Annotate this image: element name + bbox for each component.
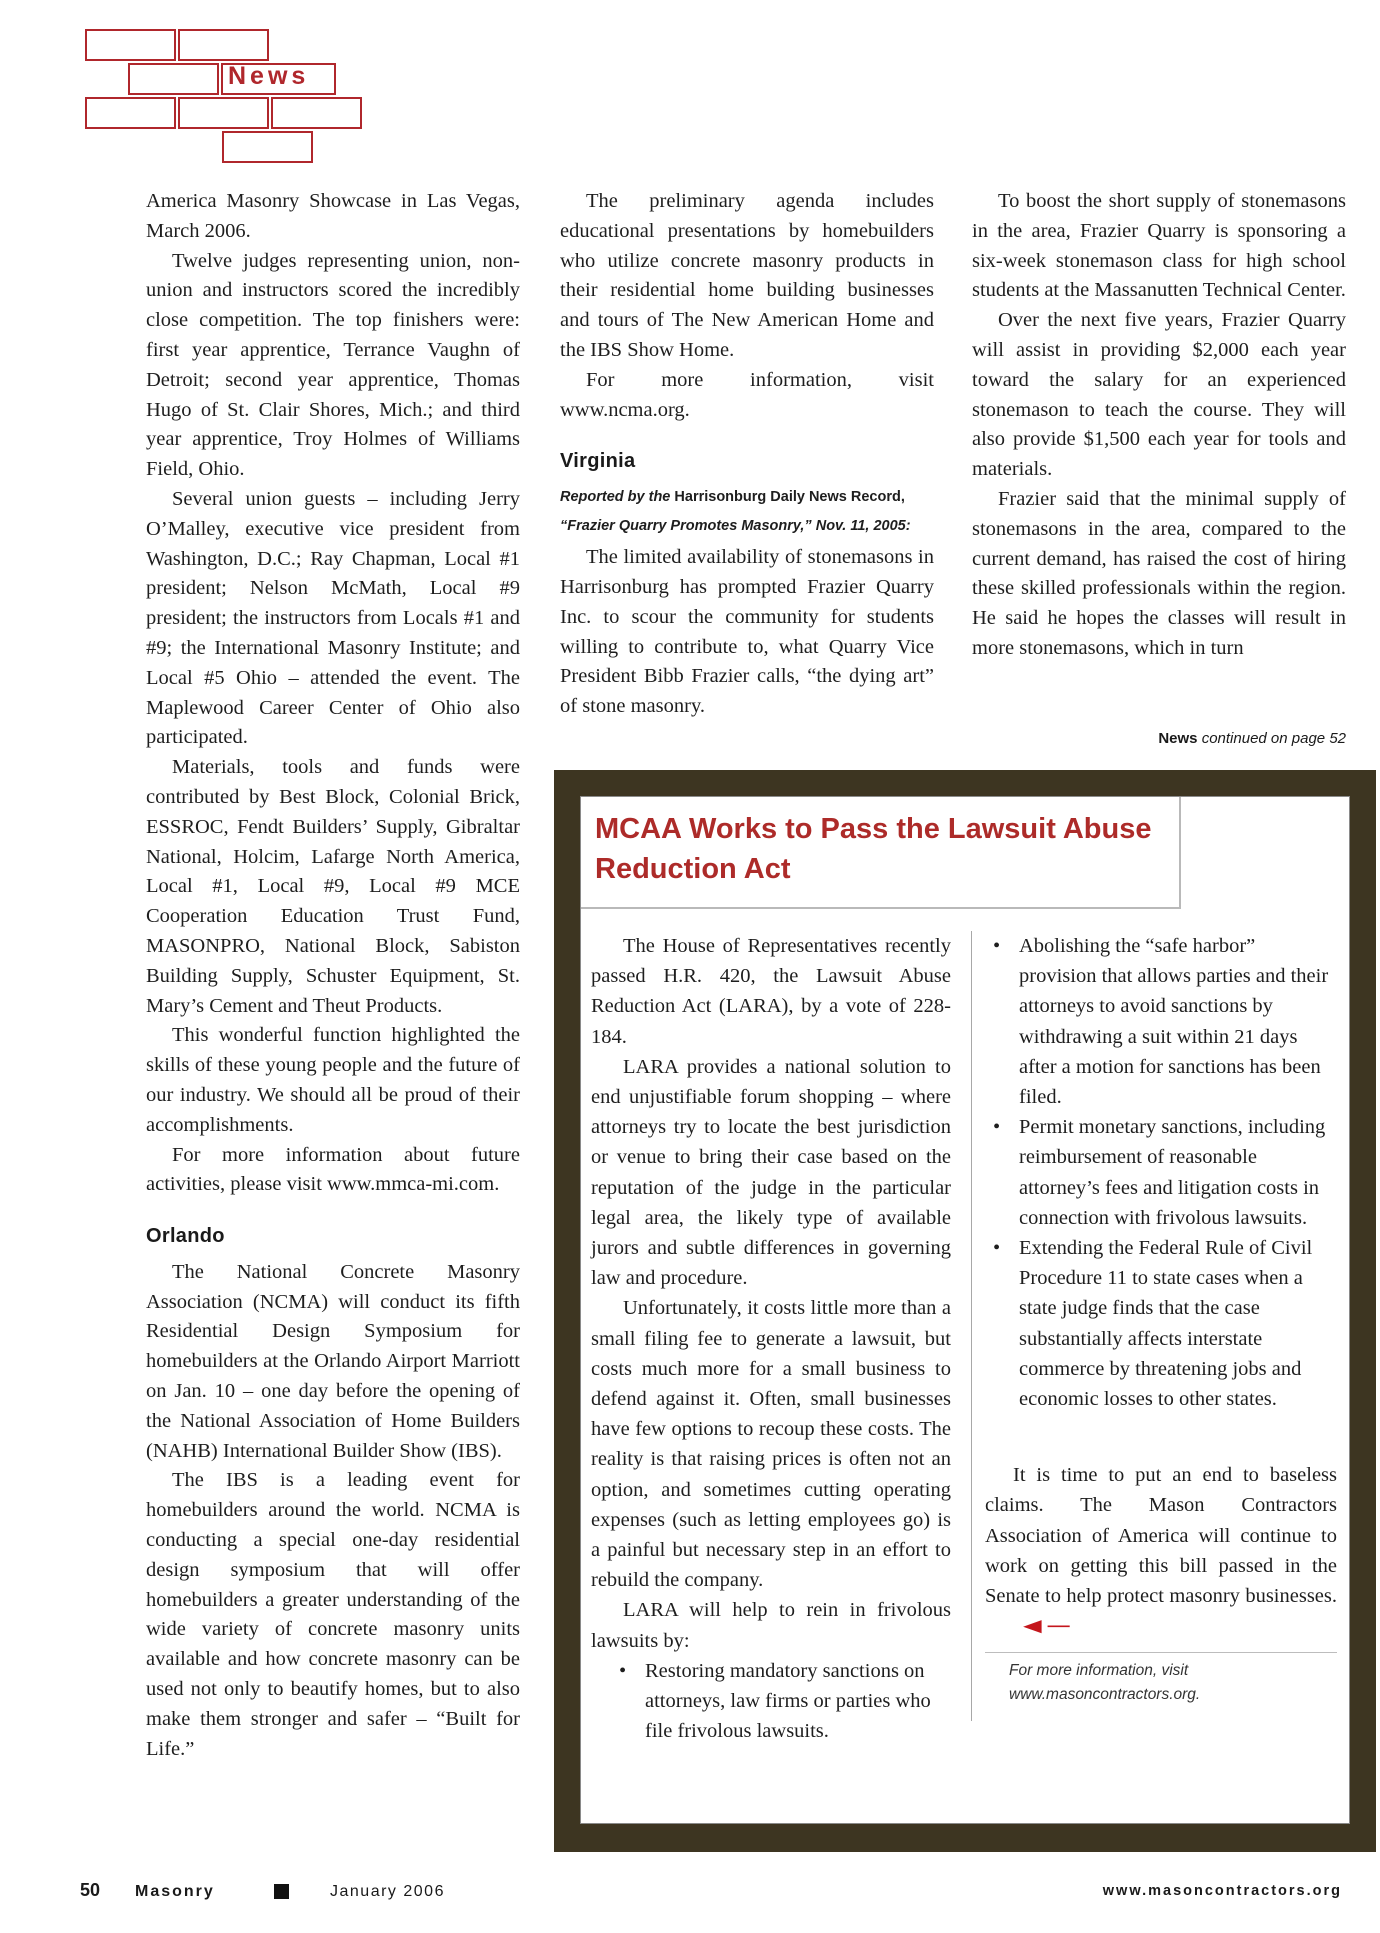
- paragraph: Unfortunately, it costs little more than a small filing fee to generate a lawsuit, but costs much more for a small business to defend against it. Often, small businesses have few options to recoup these costs. The reality is that raising prices is often not an option, and sometimes cutting operating expenses (such as letting employees go) is a painful but necessary step in an effort to rebuild the company.: [591, 1297, 951, 1592]
- logo-brick: [178, 97, 269, 129]
- bullet-text: Permit monetary sanctions, including reimbursement of reasonable attorney’s fees and litigation costs in connection with frivolous lawsuits.: [1019, 1116, 1326, 1229]
- bullet-text: Abolishing the “safe harbor” provision that allows parties and their attorneys to avoid sanctions by withdrawing a suit within 21 days after a motion for sanctions has been filed.: [1019, 935, 1329, 1109]
- sidebar-column-2: [985, 931, 1337, 1707]
- sidebar-title-box: [581, 797, 1181, 909]
- paragraph: America Masonry Showcase in Las Vegas, March 2006.: [146, 190, 520, 242]
- bullet-list: [611, 1656, 951, 1747]
- orlando-heading: Orlando: [146, 1225, 225, 1248]
- virginia-heading: Virginia: [560, 450, 636, 473]
- bullet-text: Extending the Federal Rule of Civil Procedure 11 to state cases when a state judge finds that the case substantially affects interstate commerce by threatening jobs and economic losses to other states.: [1019, 1237, 1313, 1411]
- article-column-1: [146, 187, 520, 1764]
- source-attribution: [560, 483, 934, 541]
- magazine-name: Masonry: [135, 1883, 215, 1900]
- footer-website: www.masoncontractors.org: [1102, 1883, 1342, 1899]
- attribution-source: Harrisonburg Daily News Record,: [674, 489, 905, 506]
- attribution-title: “Frazier Quarry Promotes Masonry,”: [560, 518, 812, 535]
- attribution-prefix: Reported by the: [560, 489, 671, 506]
- paragraph: This wonderful function highlighted the skills of these young people and the future of our industry. We should all be proud of their accomplishments.: [146, 1024, 520, 1136]
- logo-brick: [128, 63, 219, 95]
- paragraph: For more information, visit www.ncma.org.: [560, 368, 934, 421]
- bullet-icon: •: [993, 1116, 1001, 1139]
- paragraph: Twelve judges representing union, non-union and instructors scored the incredibly close competition. The top finishers were: first year apprentice, Terrance Vaughn of Detroit; second year apprentice, Thomas Hugo of St. Clair Shores, Mich.; and third year apprentice, Troy Holmes of Williams Field, Ohio.: [146, 249, 520, 481]
- logo-brick: [271, 97, 362, 129]
- article-column-3: [972, 187, 1346, 664]
- column-divider: [971, 931, 972, 1721]
- article-column-2: [560, 187, 934, 722]
- paragraph: To boost the short supply of stonemasons in the area, Frazier Quarry is sponsoring a six-week stonemason class for high school students at the Massanutten Technical Center.: [972, 190, 1346, 302]
- continued-text: continued on page 52: [1201, 730, 1346, 747]
- continued-note: [1000, 730, 1346, 747]
- bullet-icon: •: [993, 1237, 1001, 1260]
- page-number: 50: [80, 1880, 101, 1900]
- list-item: [985, 1112, 1337, 1233]
- logo-brick: [85, 29, 176, 61]
- footer-square-icon: [274, 1884, 289, 1899]
- paragraph: The limited availability of stonemasons in Harrisonburg has prompted Frazier Quarry Inc. to scour the community for students willing to contribute to, what Quarry Vice President Bibb Frazier calls, “the dying art” of stone masonry.: [560, 546, 934, 718]
- info-note: For more information, visit www.masoncontractors.org.: [985, 1652, 1337, 1707]
- list-item: [985, 1233, 1337, 1414]
- bullet-icon: •: [619, 1659, 627, 1682]
- attribution-date: Nov. 11, 2005:: [815, 518, 911, 535]
- section-title: News: [228, 62, 310, 90]
- paragraph: Frazier said that the minimal supply of stonemasons in the area, compared to the current demand, has raised the cost of hiring these skilled professionals within the region. He said he hopes the classes will result in more stonemasons, which in turn: [972, 487, 1346, 659]
- paragraph: Several union guests – including Jerry O’Malley, executive vice president from Washington, D.C.; Ray Chapman, Local #1 president; Nelson McMath, Local #9 president; the instructors from Locals #1 and #9; the International Masonry Institute; and Local #5 Ohio – attended the event. The Maplewood Career Center of Ohio also participated.: [146, 487, 520, 749]
- left-arrow-icon: ◄─: [1017, 1613, 1070, 1639]
- closing-paragraph: [985, 1460, 1337, 1642]
- paragraph: The National Concrete Masonry Association (NCMA) will conduct its fifth Residential Design Symposium for homebuilders at the Orlando Airport Marriott on Jan. 10 – one day before the opening of the National Association of Home Builders (NAHB) International Builder Show (IBS).: [146, 1260, 520, 1462]
- paragraph: The IBS is a leading event for homebuilders around the world. NCMA is conducting a special one-day residential design symposium that will offer homebuilders a greater understanding of the wide variety of concrete masonry units available and how concrete masonry can be used not only to beautify homes, but to also make them stronger and safer – “Built for Life.”: [146, 1469, 520, 1760]
- logo-brick: [85, 97, 176, 129]
- paragraph: For more information about future activities, please visit www.mmca-mi.com.: [146, 1143, 520, 1196]
- logo-brick: [222, 131, 313, 163]
- paragraph: The House of Representatives recently passed H.R. 420, the Lawsuit Abuse Reduction Act (LARA), by a vote of 228-184.: [591, 935, 951, 1048]
- paragraph: Materials, tools and funds were contributed by Best Block, Colonial Brick, ESSROC, Fendt Builders’ Supply, Gibraltar National, Holcim, Lafarge North America, Local #1, Local #9, Local #9 MCE Cooperation Education Trust Fund, MASONPRO, National Block, Sabiston Building Supply, Schuster Equipment, St. Mary’s Cement and Theut Products.: [146, 756, 520, 1017]
- list-item: [611, 1656, 951, 1747]
- bullet-list: [985, 931, 1337, 1414]
- bullet-icon: •: [993, 935, 1001, 957]
- issue-date: January 2006: [330, 1883, 445, 1900]
- sidebar-title: MCAA Works to Pass the Lawsuit Abuse Reduction Act: [595, 813, 1152, 885]
- bullet-text: Restoring mandatory sanctions on attorneys, law firms or parties who file frivolous lawsuits.: [645, 1659, 931, 1743]
- paragraph: Over the next five years, Frazier Quarry will assist in providing $2,000 each year toward the salary for an experienced stonemason to teach the course. They will also provide $1,500 each year for tools and materials.: [972, 309, 1346, 481]
- sidebar-panel: [580, 796, 1350, 1824]
- list-item: [985, 931, 1337, 1112]
- paragraph: The preliminary agenda includes educational presentations by homebuilders who utilize concrete masonry products in their residential home building businesses and tours of The New American Home and the IBS Show Home.: [560, 190, 934, 361]
- continued-label: News: [1158, 730, 1198, 747]
- closing-text: It is time to put an end to baseless claims. The Mason Contractors Association of America will continue to work on getting this bill passed in the Senate to help protect masonry businesses.: [985, 1464, 1337, 1608]
- sidebar-column-1: [591, 931, 951, 1746]
- mcaa-sidebar: [554, 770, 1376, 1852]
- paragraph: LARA provides a national solution to end unjustifiable forum shopping – where attorneys try to locate the best jurisdiction or venue to bring their case based on the reputation of the judge in the particular legal area, the likely type of available jurors and subtle differences in governing law and procedure.: [591, 1055, 951, 1290]
- logo-brick: [178, 29, 269, 61]
- paragraph: LARA will help to rein in frivolous lawsuits by:: [591, 1599, 951, 1652]
